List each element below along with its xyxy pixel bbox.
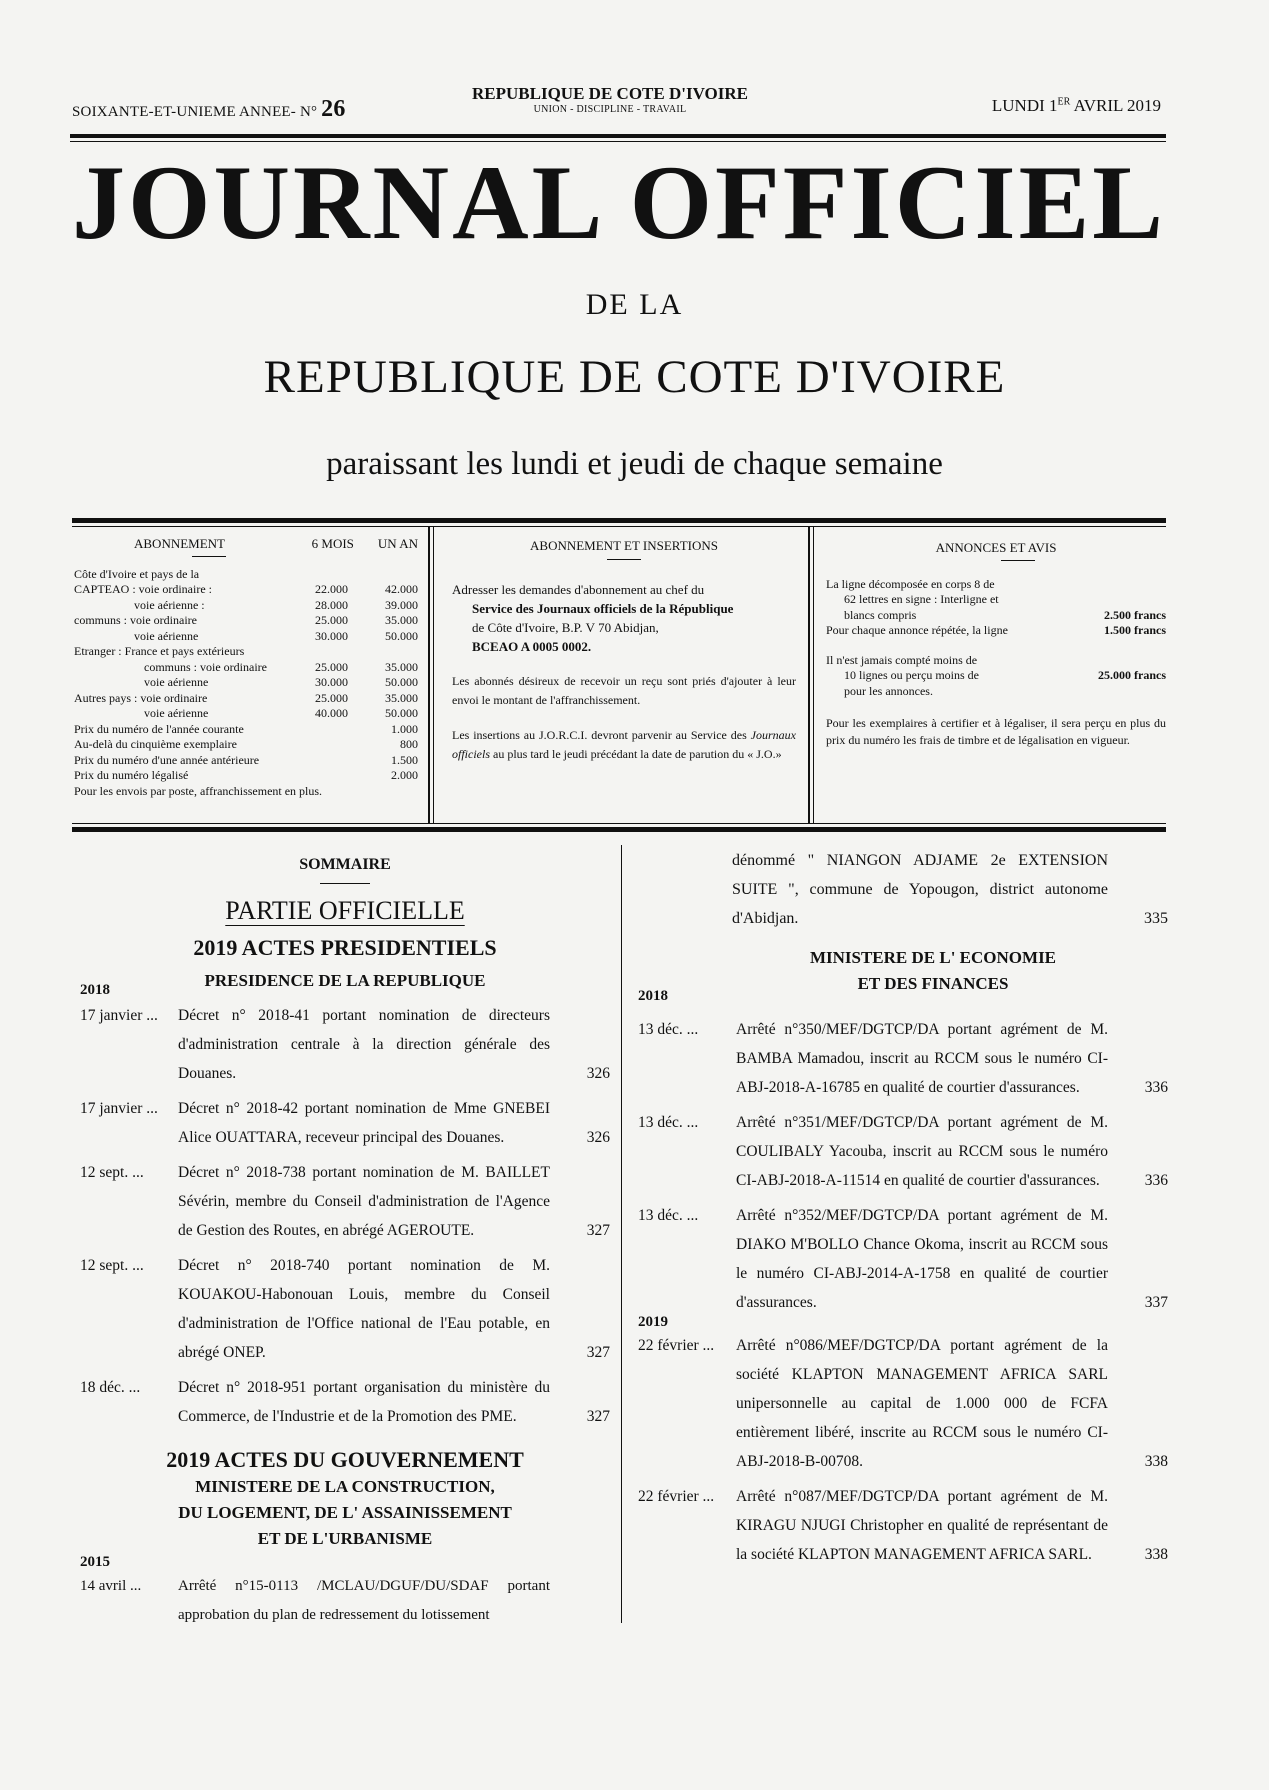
sommaire-title: SOMMAIRE bbox=[299, 856, 391, 873]
abonnement-line-label: voie aérienne bbox=[134, 628, 199, 643]
year-2018-left: 2018 bbox=[80, 982, 110, 998]
sommaire-right bbox=[638, 846, 1168, 1575]
masthead-de-la: DE LA bbox=[585, 288, 684, 321]
abonnement-line-values bbox=[304, 567, 418, 583]
abonnement-unan: 50.000 bbox=[385, 628, 418, 643]
abonnement-line bbox=[74, 582, 418, 598]
abonnement-unan: 35.000 bbox=[385, 690, 418, 705]
abonnement-line-values bbox=[304, 660, 418, 676]
abonnement-line-values bbox=[304, 691, 418, 707]
abonnement-6mois: 25.000 bbox=[315, 613, 348, 627]
abonnement-unan: 35.000 bbox=[385, 613, 418, 627]
annonces-l6: 10 lignes ou perçu moins de bbox=[844, 668, 979, 682]
abonnement-line bbox=[74, 629, 418, 645]
sommaire-underline bbox=[320, 883, 370, 884]
entry-page: 327 bbox=[586, 1344, 610, 1361]
country-header bbox=[430, 84, 790, 115]
price-value: 1.500 bbox=[391, 752, 418, 767]
ministere-economie-1: MINISTERE DE L' ECONOMIE bbox=[809, 948, 1057, 967]
annonces-paragraph: Pour les exemplaires à certifier et à légaliser, il sera perçu en plus du prix du numéro les frais de timbre et de légalisation en vigueur. bbox=[826, 716, 1166, 747]
infobox-divider-2b bbox=[813, 526, 814, 823]
issue-number-value: 26 bbox=[321, 96, 346, 122]
abonnement-line-values bbox=[304, 613, 418, 629]
insertions-heading: ABONNEMENT ET INSERTIONS bbox=[530, 538, 718, 553]
entry-date: 17 janvier ... bbox=[80, 1007, 158, 1024]
annonces-l4: Pour chaque annonce répétée, la ligne bbox=[826, 623, 1008, 637]
sommaire-entry bbox=[638, 1331, 1168, 1476]
entry-page: 338 bbox=[1144, 1546, 1168, 1563]
abonnement-6mois bbox=[304, 644, 348, 660]
entry-page: 338 bbox=[1144, 1453, 1168, 1470]
annonces-l7: pour les annonces. bbox=[844, 683, 933, 698]
insertions-p1d: BCEAO A 0005 0002. bbox=[472, 639, 592, 654]
entry-text: Décret n° 2018-41 portant nomination de directeurs d'administration centrale à la direction générale des Douanes. bbox=[178, 1007, 550, 1082]
continued-entry bbox=[638, 846, 1168, 933]
masthead-word-journal: JOURNAL bbox=[72, 144, 606, 261]
price-label: Prix du numéro d'une année antérieure bbox=[74, 752, 260, 767]
abonnement-6mois: 25.000 bbox=[315, 659, 348, 674]
ministere-construction-3-label: ET DE L'URBANISME bbox=[257, 1529, 433, 1548]
annonces-l5: Il n'est jamais compté moins de bbox=[826, 652, 978, 667]
insertions-p3 bbox=[452, 726, 796, 764]
header-rule bbox=[70, 134, 1166, 138]
ministere-construction-3 bbox=[80, 1526, 610, 1552]
masthead-republique: REPUBLIQUE DE COTE D'IVOIRE bbox=[263, 351, 1006, 403]
infobox-divider-2 bbox=[808, 526, 810, 823]
abonnement-line-values bbox=[304, 629, 418, 645]
price-value: 800 bbox=[400, 737, 418, 751]
abonnement-unan bbox=[374, 644, 418, 660]
insertions-block bbox=[452, 536, 796, 780]
abonnement-unan: 50.000 bbox=[385, 675, 418, 689]
annonces-underline bbox=[1001, 560, 1035, 561]
abonnement-line-label: Autres pays : voie ordinaire bbox=[74, 690, 208, 705]
sommaire-entry bbox=[80, 1158, 610, 1245]
entry-text: Décret n° 2018-42 portant nomination de Mme GNEBEI Alice OUATTARA, receveur principal des Douanes. bbox=[178, 1100, 550, 1146]
price-line bbox=[74, 753, 418, 769]
abonnement-unan bbox=[374, 567, 418, 583]
price-line bbox=[74, 722, 418, 738]
abonnement-6mois: 40.000 bbox=[315, 706, 348, 720]
column-divider bbox=[621, 845, 622, 1623]
abonnement-line bbox=[74, 644, 418, 660]
price-line bbox=[74, 737, 418, 753]
abonnement-line bbox=[74, 613, 418, 629]
year-2019: 2019 bbox=[638, 1314, 668, 1330]
date-suffix: AVRIL 2019 bbox=[1070, 96, 1161, 115]
abonnement-unan: 42.000 bbox=[385, 582, 418, 596]
abonnement-line-values bbox=[304, 598, 418, 614]
abonnement-line-label: voie aérienne : bbox=[134, 597, 205, 612]
presidence-heading bbox=[80, 966, 610, 998]
sommaire-entry bbox=[638, 1201, 1168, 1317]
abonnement-6mois: 25.000 bbox=[315, 690, 348, 705]
entry-page: 326 bbox=[586, 1065, 610, 1082]
abonnement-6mois: 30.000 bbox=[315, 675, 348, 689]
abonnement-line-values bbox=[304, 582, 418, 598]
annonces-rates bbox=[826, 577, 1166, 750]
entry-date: 13 déc. ... bbox=[638, 1021, 699, 1038]
insertions-underline bbox=[607, 559, 641, 560]
insertions-p1b: Service des Journaux officiels de la République bbox=[472, 601, 734, 616]
insertions-p1a: Adresser les demandes d'abonnement au chef du bbox=[452, 582, 705, 597]
partie-officielle bbox=[80, 896, 610, 925]
price-list bbox=[74, 722, 418, 784]
infobox-top-rule-thin bbox=[72, 526, 1166, 527]
abonnement-heading: ABONNEMENT bbox=[134, 536, 225, 551]
annonces-v3: 2.500 francs bbox=[1104, 607, 1166, 622]
price-value: 1.000 bbox=[391, 721, 418, 736]
infobox-divider-1 bbox=[428, 526, 430, 823]
annonces-block bbox=[826, 536, 1166, 749]
annonces-l2: 62 lettres en signe : Interligne et bbox=[844, 592, 999, 606]
abonnement-line-label: communs : voie ordinaire bbox=[74, 613, 197, 627]
insertions-p3c: au plus tard le jeudi précédant la date de parution du « J.O.» bbox=[490, 747, 782, 761]
abonnement-6mois: 22.000 bbox=[315, 582, 348, 596]
partie-officielle-label: PARTIE OFFICIELLE bbox=[225, 896, 465, 925]
abonnement-header bbox=[74, 536, 418, 552]
annonces-heading: ANNONCES ET AVIS bbox=[935, 540, 1057, 555]
year-2015: 2015 bbox=[80, 1554, 110, 1570]
issue-number bbox=[72, 96, 346, 123]
abonnement-line-label: Etranger : France et pays extérieurs bbox=[74, 644, 245, 658]
infobox-bottom-rule bbox=[72, 827, 1166, 832]
col-6-mois: 6 MOIS bbox=[311, 536, 354, 551]
abonnement-line-label: communs : voie ordinaire bbox=[144, 659, 267, 674]
issue-date bbox=[992, 96, 1161, 116]
price-label: Prix du numéro légalisé bbox=[74, 768, 189, 782]
infobox-bottom-rule-thin bbox=[72, 823, 1166, 824]
abonnement-line bbox=[74, 675, 418, 691]
right-entries-2019 bbox=[638, 1313, 1168, 1569]
presidence-label: PRESIDENCE DE LA REPUBLIQUE bbox=[204, 971, 486, 990]
abonnement-6mois: 28.000 bbox=[315, 597, 348, 612]
annonces-l3: blancs compris bbox=[844, 607, 917, 622]
sommaire-entry bbox=[80, 1373, 610, 1431]
entry-page: 327 bbox=[586, 1408, 610, 1425]
abonnement-underline bbox=[192, 556, 226, 557]
entry-page: 337 bbox=[1144, 1294, 1168, 1311]
abonnement-6mois bbox=[304, 567, 348, 583]
price-line bbox=[74, 768, 418, 784]
masthead-title bbox=[72, 144, 1166, 261]
sommaire-entry bbox=[80, 1094, 610, 1152]
abonnement-line-values bbox=[304, 675, 418, 691]
col-un-an: UN AN bbox=[377, 536, 418, 551]
infobox-divider-1b bbox=[433, 526, 434, 823]
entry-date: 22 février ... bbox=[638, 1488, 715, 1505]
entry-text: Arrêté n°086/MEF/DGTCP/DA portant agrément de la société KLAPTON MANAGEMENT AFRICA SARL unipersonnelle au capital de 1.000 000 de FCFA entièrement libéré, inscrite au RCCM sous le numéro CI-ABJ-2018-B-00708. bbox=[736, 1337, 1108, 1470]
date-sup: ER bbox=[1057, 96, 1071, 108]
ministere-economie-2 bbox=[638, 971, 1168, 1004]
abonnement-line-label: Côte d'Ivoire et pays de la bbox=[74, 566, 200, 581]
sommaire-entry bbox=[638, 1482, 1168, 1569]
insertions-p1 bbox=[452, 580, 796, 656]
header-rule-thin bbox=[70, 141, 1166, 142]
insertions-p3b: Journaux officiels bbox=[452, 728, 796, 761]
entry-date: 12 sept. ... bbox=[80, 1164, 144, 1181]
abonnement-line bbox=[74, 598, 418, 614]
abonnement-line-values bbox=[304, 644, 418, 660]
abonnement-unan: 35.000 bbox=[385, 659, 418, 674]
abonnement-unan: 50.000 bbox=[385, 706, 418, 720]
entry-text: Arrêté n°351/MEF/DGTCP/DA portant agrément de M. COULIBALY Yacouba, inscrit au RCCM sous le numéro CI-ABJ-2018-A-11514 en qualité de courtier d'assurances. bbox=[736, 1114, 1108, 1189]
right-entries-2018 bbox=[638, 1015, 1168, 1317]
actes-presidentiels: 2019 ACTES PRESIDENTIELS bbox=[193, 935, 497, 960]
entry-date: 13 déc. ... bbox=[638, 1114, 699, 1131]
entry-page: 327 bbox=[586, 1222, 610, 1239]
entry-text: Arrêté n°352/MEF/DGTCP/DA portant agrément de M. DIAKO M'BOLLO Chance Okoma, inscrit au RCCM sous le numéro CI-ABJ-2014-A-1758 en qualité de courtier d'assurances. bbox=[736, 1207, 1108, 1311]
entry-2015-date: 14 avril ... bbox=[80, 1578, 142, 1594]
ministere-construction-2: DU LOGEMENT, DE L' ASSAINISSEMENT bbox=[178, 1503, 512, 1522]
price-value: 2.000 bbox=[391, 768, 418, 782]
abonnement-6mois: 30.000 bbox=[315, 628, 348, 643]
entry-2015 bbox=[80, 1572, 610, 1630]
sommaire-entry bbox=[638, 1108, 1168, 1195]
annonces-v6: 25.000 francs bbox=[1098, 668, 1166, 682]
entry-text: Arrêté n°350/MEF/DGTCP/DA portant agrément de M. BAMBA Mamadou, inscrit au RCCM sous le numéro CI-ABJ-2018-A-16785 en qualité de courtier d'assurances. bbox=[736, 1021, 1108, 1096]
date-prefix: LUNDI 1 bbox=[991, 96, 1058, 115]
continued-entry-page: 335 bbox=[1144, 910, 1168, 927]
entry-2015-text: Arrêté n°15-0113 /MCLAU/DGUF/DU/SDAF portant approbation du plan de redressement du lotissement bbox=[178, 1578, 550, 1623]
abonnement-lines bbox=[74, 567, 418, 722]
issue-prefix: SOIXANTE-ET-UNIEME ANNEE- N° bbox=[72, 104, 318, 120]
abonnement-footer: Pour les envois par poste, affranchissement en plus. bbox=[74, 783, 323, 798]
actes-gouvernement: 2019 ACTES DU GOUVERNEMENT bbox=[166, 1447, 524, 1472]
abonnement-line-label: CAPTEAO : voie ordinaire : bbox=[74, 582, 212, 596]
left-entries bbox=[80, 1001, 610, 1431]
sommaire-entry bbox=[80, 1251, 610, 1367]
entry-text: Décret n° 2018-951 portant organisation du ministère du Commerce, de l'Industrie et de la Promotion des PME. bbox=[178, 1379, 550, 1425]
abonnement-line bbox=[74, 706, 418, 722]
abonnement-line-label: voie aérienne bbox=[144, 706, 209, 720]
entry-date: 12 sept. ... bbox=[80, 1257, 144, 1274]
entry-text: Décret n° 2018-740 portant nomination de M. KOUAKOU-Habonouan Louis, membre du Conseil d'administration de l'Office national de l'Eau potable, en abrégé ONEP. bbox=[178, 1257, 550, 1361]
abonnement-unan: 39.000 bbox=[385, 597, 418, 612]
sommaire-left bbox=[80, 850, 610, 1630]
abonnement-table bbox=[74, 536, 418, 799]
insertions-p1c: de Côte d'Ivoire, B.P. V 70 Abidjan, bbox=[472, 620, 659, 635]
abonnement-line bbox=[74, 691, 418, 707]
entry-page: 326 bbox=[586, 1129, 610, 1146]
abonnement-line bbox=[74, 660, 418, 676]
entry-text: Arrêté n°087/MEF/DGTCP/DA portant agrément de M. KIRAGU NJUGI Christopher en qualité de représentant de la société KLAPTON MANAGEMENT AFRICA SARL. bbox=[736, 1488, 1108, 1563]
infobox-top-rule bbox=[72, 518, 1166, 523]
entry-date: 17 janvier ... bbox=[80, 1100, 158, 1117]
masthead-tagline: paraissant les lundi et jeudi de chaque semaine bbox=[326, 446, 943, 482]
year-2018-right: 2018 bbox=[638, 988, 668, 1004]
price-label: Prix du numéro de l'année courante bbox=[74, 721, 244, 736]
country-motto: UNION - DISCIPLINE - TRAVAIL bbox=[533, 104, 687, 115]
insertions-p3a: Les insertions au J.O.R.C.I. devront parvenir au Service des bbox=[452, 728, 751, 742]
entry-date: 18 déc. ... bbox=[80, 1379, 141, 1396]
sommaire-entry bbox=[80, 1001, 610, 1088]
insertions-p2: Les abonnés désireux de recevoir un reçu sont priés d'ajouter à leur envoi le montant de l'affranchissement. bbox=[452, 674, 796, 707]
country-name: REPUBLIQUE DE COTE D'IVOIRE bbox=[472, 84, 748, 103]
annonces-v4: 1.500 francs bbox=[1104, 623, 1166, 637]
entry-date: 22 février ... bbox=[638, 1337, 715, 1354]
masthead-word-officiel: OFFICIEL bbox=[629, 144, 1166, 261]
entry-text: Décret n° 2018-738 portant nomination de M. BAILLET Sévérin, membre du Conseil d'administration de l'Agence de Gestion des Routes, en abrégé AGEROUTE. bbox=[178, 1164, 550, 1239]
price-label: Au-delà du cinquième exemplaire bbox=[74, 737, 237, 751]
sommaire-entry bbox=[638, 1015, 1168, 1102]
abonnement-line bbox=[74, 567, 418, 583]
entry-page: 336 bbox=[1144, 1172, 1168, 1189]
entry-page: 336 bbox=[1144, 1079, 1168, 1096]
annonces-l1: La ligne décomposée en corps 8 de bbox=[826, 576, 995, 591]
ministere-construction-1: MINISTERE DE LA CONSTRUCTION, bbox=[195, 1477, 495, 1496]
ministere-economie-2-label: ET DES FINANCES bbox=[857, 974, 1009, 993]
entry-date: 13 déc. ... bbox=[638, 1207, 699, 1224]
continued-entry-text: dénommé " NIANGON ADJAME 2e EXTENSION SUITE ", commune de Yopougon, district autonome d'Abidjan. bbox=[732, 852, 1108, 927]
abonnement-line-values bbox=[304, 706, 418, 722]
abonnement-line-label: voie aérienne bbox=[144, 675, 209, 689]
